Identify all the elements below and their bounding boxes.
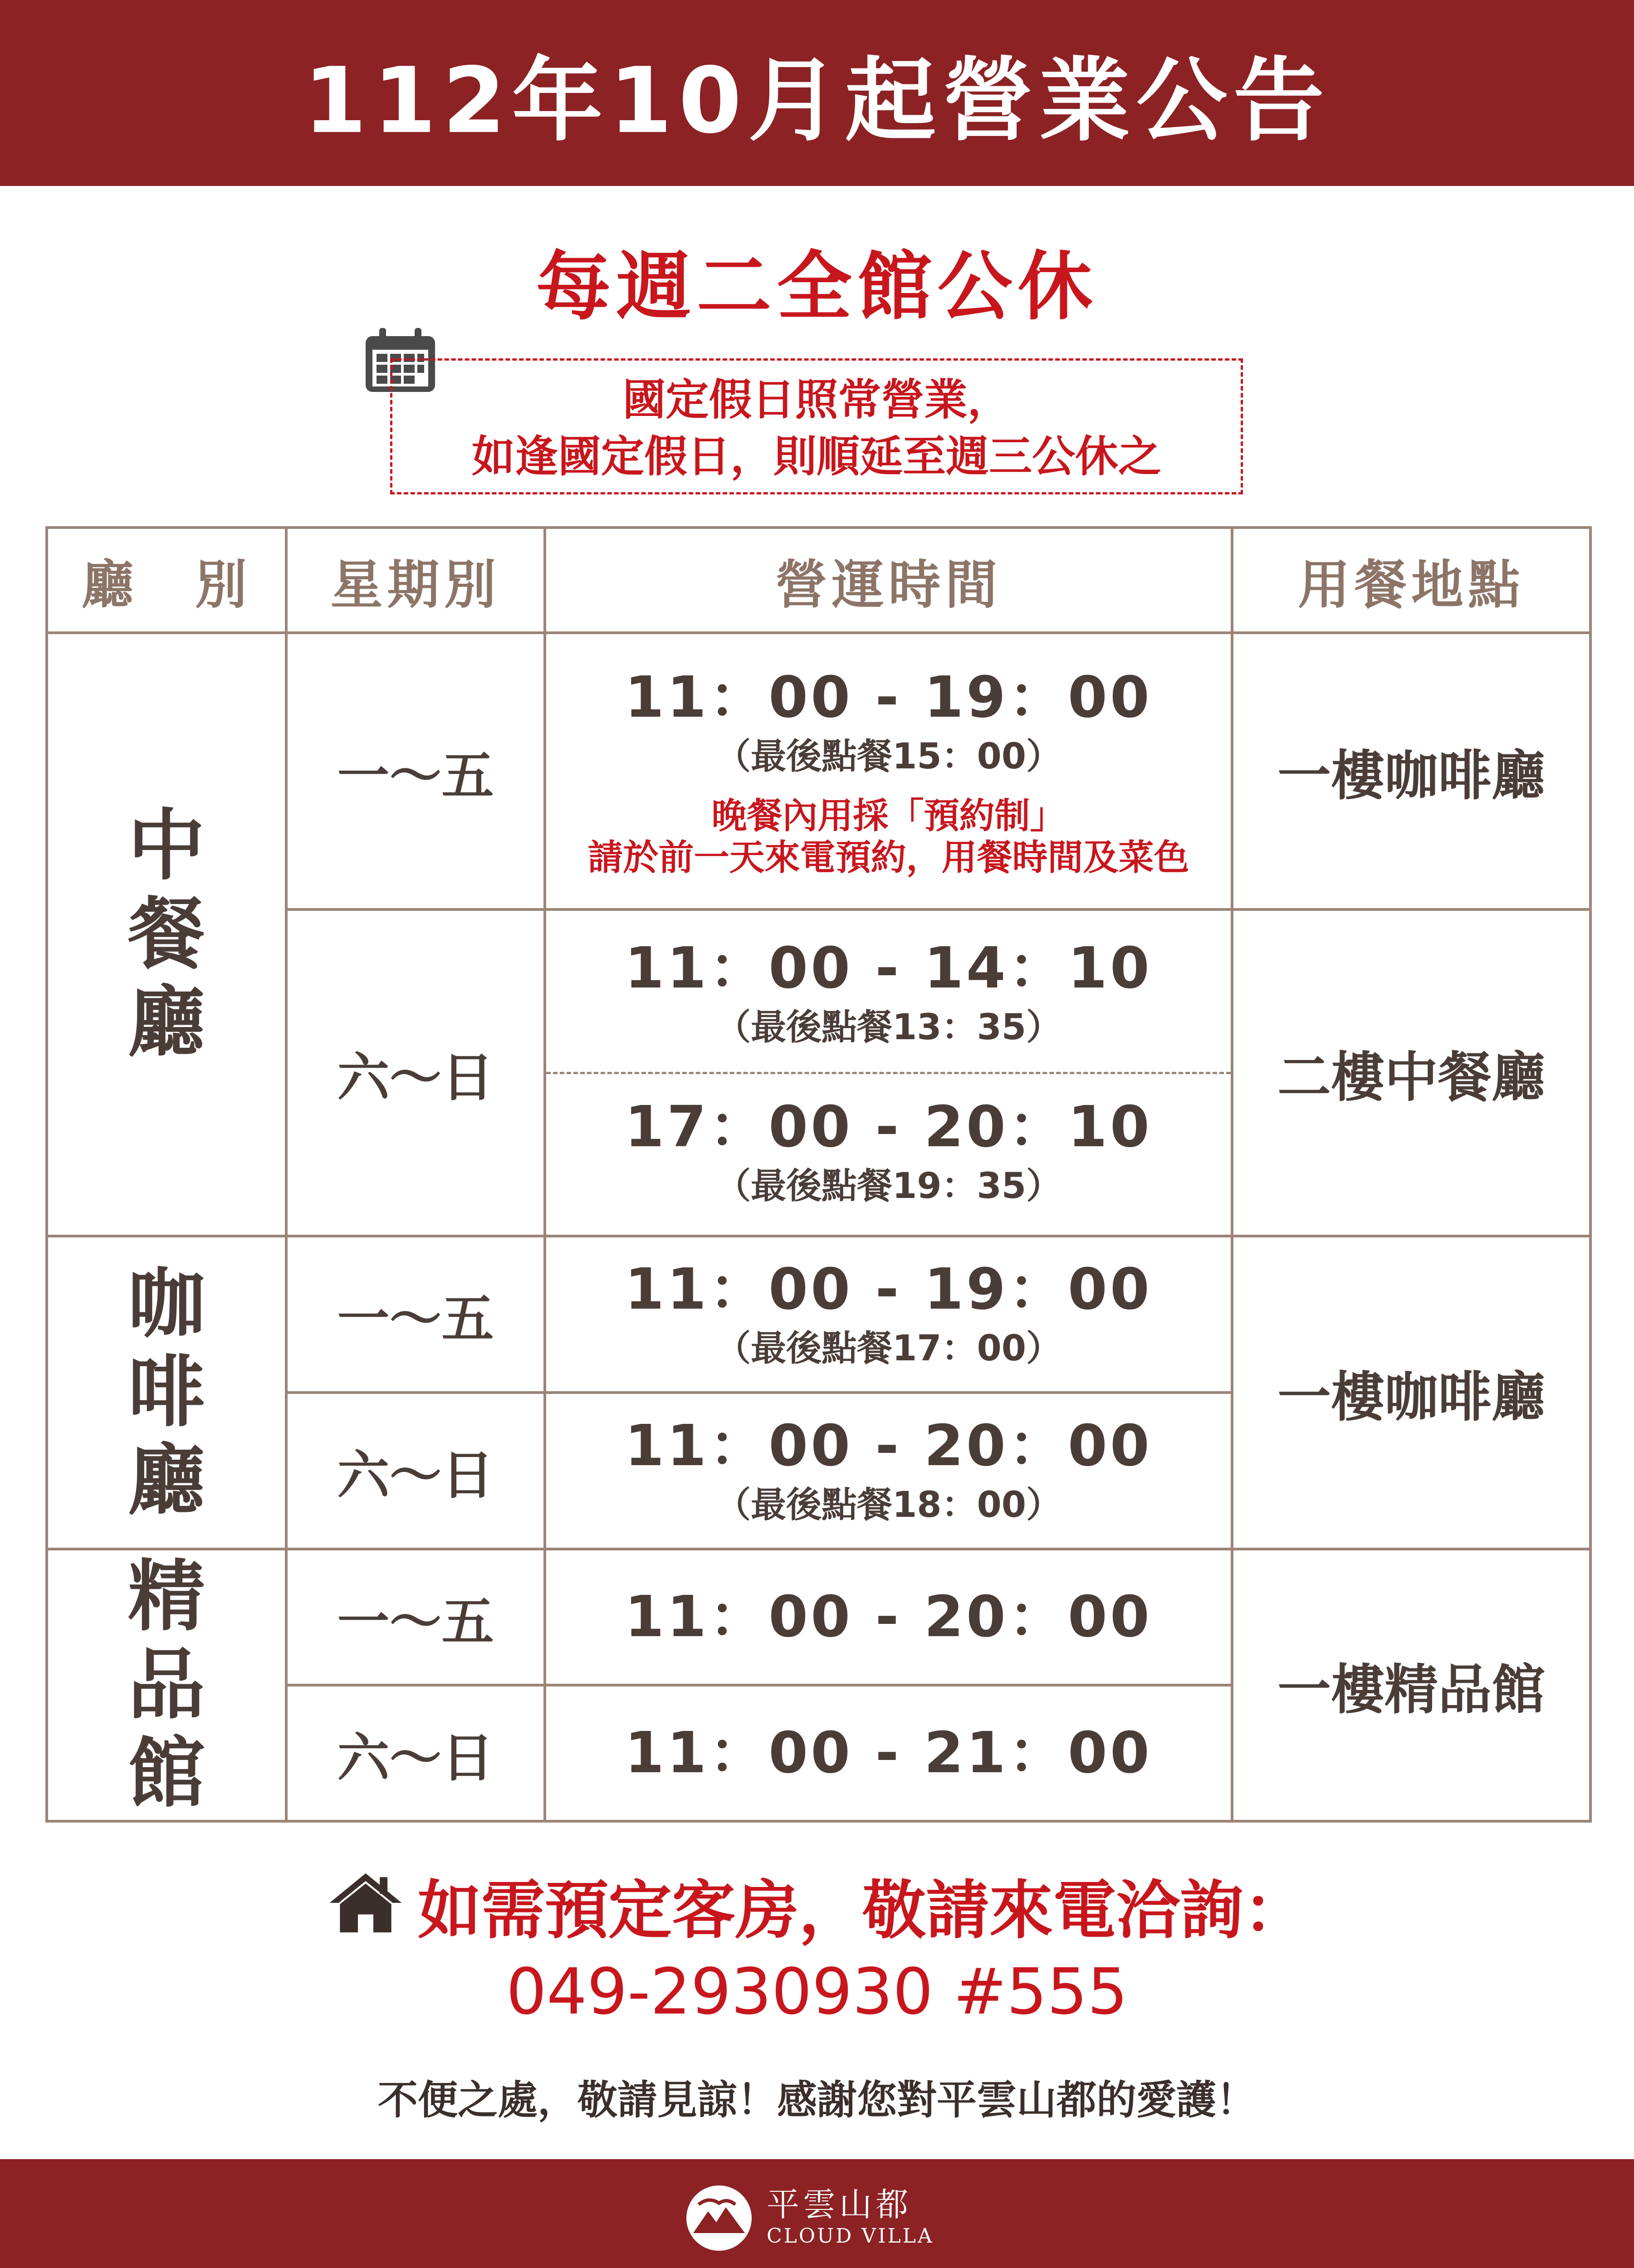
mountain-logo-icon bbox=[685, 2184, 753, 2252]
time-range: 11：00 - 20：00 bbox=[625, 1413, 1152, 1479]
logo-chinese-name: 平雲山都 bbox=[767, 2185, 912, 2224]
last-order: （最後點餐13：35） bbox=[715, 1007, 1062, 1048]
time-range: 11：00 - 20：00 bbox=[625, 1584, 1152, 1650]
hours-cell bbox=[545, 909, 1232, 1236]
hours-cell bbox=[545, 1236, 1232, 1393]
location-cell: 二樓中餐廳 bbox=[1232, 909, 1590, 1236]
header-location: 用餐地點 bbox=[1232, 528, 1590, 633]
time-range: 11：00 - 19：00 bbox=[625, 665, 1152, 730]
booking-info bbox=[0, 1860, 1634, 1951]
last-order: （最後點餐18：00） bbox=[715, 1484, 1062, 1525]
header-hours: 營運時間 bbox=[545, 528, 1232, 633]
hours-cell bbox=[545, 1685, 1232, 1821]
hours-cell bbox=[545, 1549, 1232, 1685]
schedule-table bbox=[45, 526, 1592, 1823]
location-cell: 一樓精品館 bbox=[1232, 1549, 1590, 1821]
days-cell: 一～五 bbox=[286, 1549, 545, 1685]
table-row bbox=[47, 1549, 1590, 1685]
location-cell: 一樓咖啡廳 bbox=[1232, 1236, 1590, 1549]
hours-cell bbox=[545, 1393, 1232, 1549]
last-order: （最後點餐19：35） bbox=[715, 1166, 1062, 1207]
booking-text: 如需預定客房，敬請來電洽詢： bbox=[417, 1874, 1307, 1948]
holiday-notice bbox=[390, 358, 1243, 494]
header-days: 星期別 bbox=[286, 528, 545, 633]
cloud-villa-logo bbox=[685, 2184, 934, 2252]
venue-chinese-restaurant: 中 餐 廳 bbox=[47, 633, 286, 1236]
reservation-note: 請於前一天來電預約，用餐時間及菜色 bbox=[587, 837, 1189, 878]
days-cell: 六～日 bbox=[286, 1685, 545, 1821]
header-banner bbox=[0, 0, 1634, 186]
table-row bbox=[47, 1236, 1590, 1393]
reservation-note: 晚餐內用採「預約制」 bbox=[711, 796, 1066, 836]
table-header-row bbox=[47, 528, 1590, 633]
logo-english-name: CLOUD VILLA bbox=[767, 2224, 934, 2248]
venue-cafe: 咖 啡 廳 bbox=[47, 1236, 286, 1549]
holiday-notice-line1: 國定假日照常營業， bbox=[622, 375, 1011, 425]
days-cell: 一～五 bbox=[286, 1236, 545, 1393]
time-range: 11：00 - 19：00 bbox=[625, 1256, 1152, 1322]
days-cell: 六～日 bbox=[286, 909, 545, 1236]
time-range: 17：00 - 20：10 bbox=[625, 1094, 1152, 1160]
time-range: 11：00 - 14：10 bbox=[625, 935, 1152, 1001]
location-cell: 一樓咖啡廳 bbox=[1232, 633, 1590, 909]
days-cell: 一～五 bbox=[286, 633, 545, 909]
last-order: （最後點餐17：00） bbox=[715, 1328, 1062, 1369]
house-icon bbox=[327, 1869, 404, 1937]
venue-boutique: 精 品 館 bbox=[47, 1549, 286, 1821]
page-title: 112年10月起營業公告 bbox=[303, 48, 1331, 154]
hours-cell bbox=[545, 633, 1232, 909]
header-venue: 廳 別 bbox=[47, 528, 286, 633]
last-order: （最後點餐15：00） bbox=[715, 736, 1062, 777]
phone-number: 049-2930930 #555 bbox=[506, 1955, 1128, 2029]
closed-day-notice: 每週二全館公休 bbox=[536, 243, 1098, 330]
time-range: 11：00 - 21：00 bbox=[625, 1720, 1152, 1786]
table-row bbox=[47, 633, 1590, 909]
holiday-notice-line2: 如逢國定假日，則順延至週三公休之 bbox=[471, 432, 1161, 482]
days-cell: 六～日 bbox=[286, 1393, 545, 1549]
thanks-message: 不便之處，敬請見諒！感謝您對平雲山都的愛護！ bbox=[377, 2077, 1256, 2123]
